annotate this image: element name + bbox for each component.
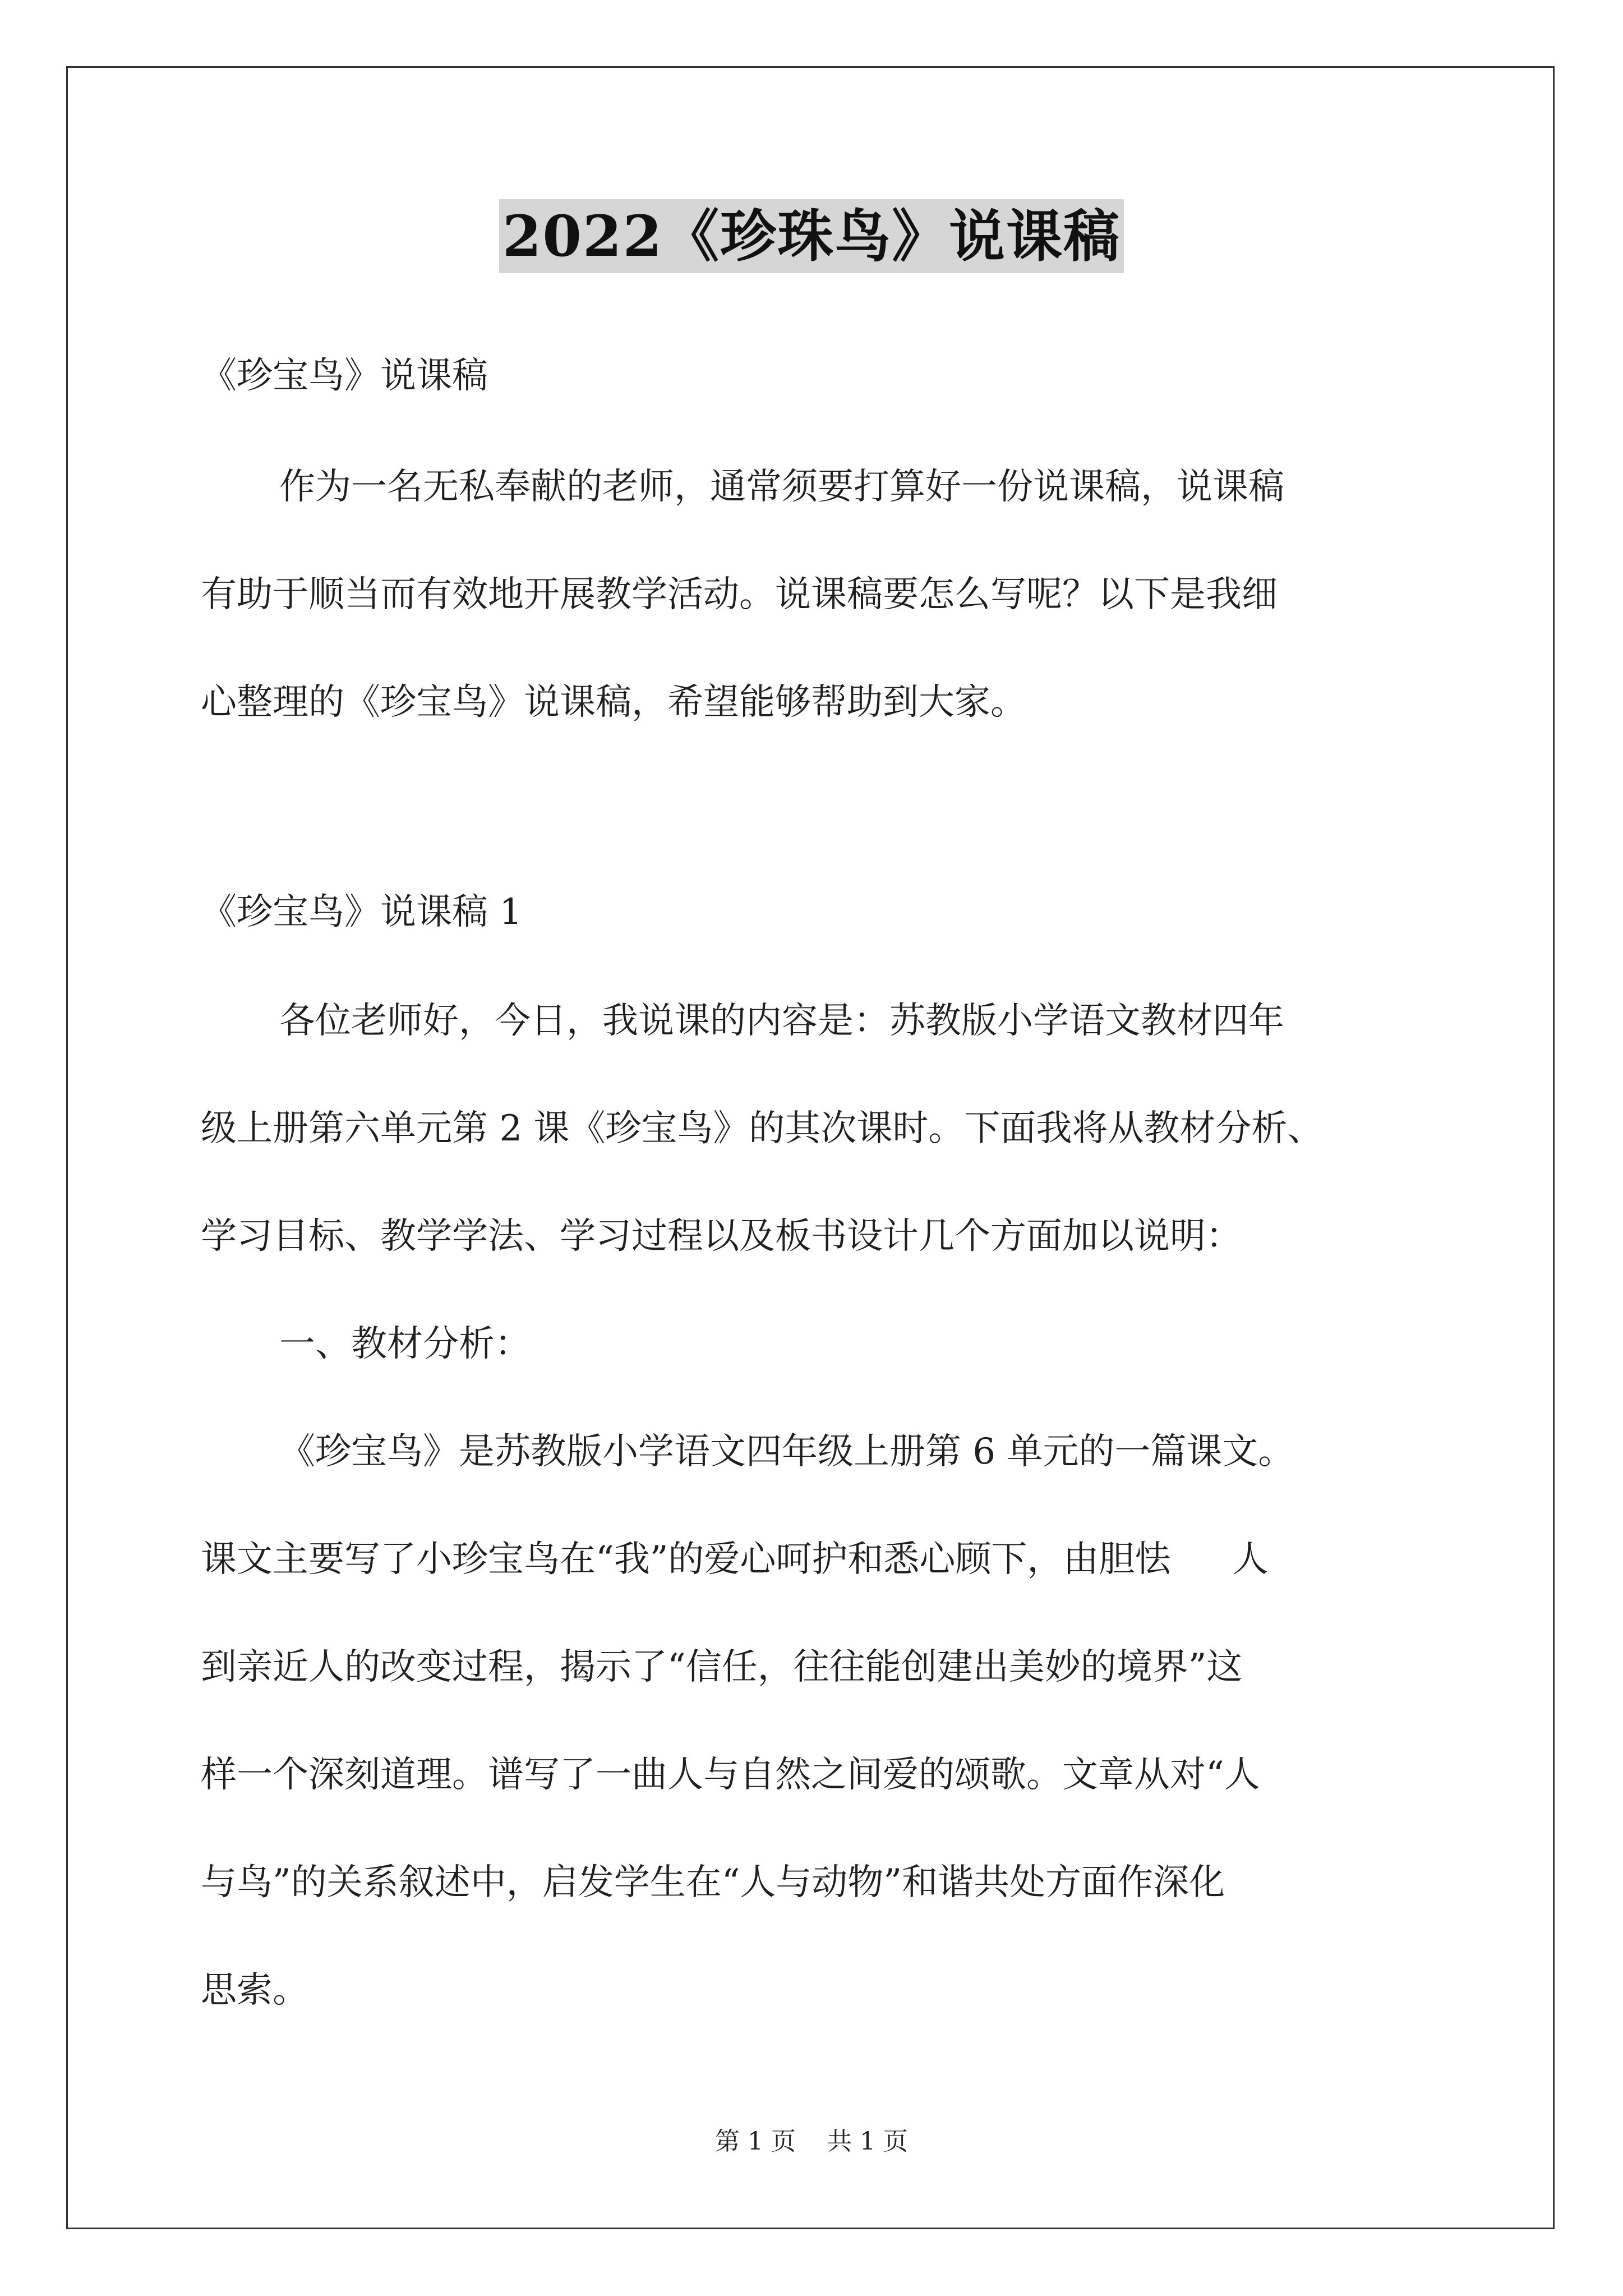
analysis-line-1: 《珍宝鸟》是苏教版小学语文四年级上册第 6 单元的一篇课文。 [279, 1431, 1294, 1473]
title-container [0, 199, 1623, 273]
intro-line-3: 心整理的《珍宝鸟》说课稿，希望能够帮助到大家。 [201, 682, 1026, 723]
analysis-line-2-end: 人 [1232, 1539, 1269, 1580]
analysis-line-6: 思索。 [201, 1970, 308, 2011]
page-number: 第 1 页 [715, 2127, 796, 2156]
opening-line-1: 各位老师好，今日，我说课的内容是：苏教版小学语文教材四年 [279, 1000, 1284, 1042]
analysis-line-3: 到亲近人的改变过程，揭示了“信任，往往能创建出美妙的境界”这 [201, 1646, 1243, 1688]
analysis-line-4: 样一个深刻道理。谱写了一曲人与自然之间爱的颂歌。文章从对“人 [201, 1754, 1260, 1796]
document-title: 2022《珍珠鸟》说课稿 [499, 199, 1124, 273]
analysis-line-2 [201, 1537, 1268, 1582]
subtitle: 《珍宝鸟》说课稿 [201, 355, 488, 397]
page-footer [0, 2126, 1623, 2157]
intro-line-1: 作为一名无私奉献的老师，通常须要打算好一份说课稿，说课稿 [279, 466, 1284, 508]
section-heading: 《珍宝鸟》说课稿 1 [201, 891, 523, 933]
intro-line-2: 有助于顺当而有效地开展教学活动。说课稿要怎么写呢？以下是我细 [201, 574, 1278, 615]
opening-line-3: 学习目标、教学学法、学习过程以及板书设计几个方面加以说明： [201, 1216, 1242, 1257]
analysis-line-5: 与鸟”的关系叙述中，启发学生在“人与动物”和谐共处方面作深化 [201, 1862, 1225, 1903]
opening-line-2: 级上册第六单元第 2 课《珍宝鸟》的其次课时。下面我将从教材分析、 [201, 1108, 1324, 1149]
subheading: 一、教材分析： [279, 1323, 531, 1365]
page-total: 共 1 页 [827, 2127, 908, 2156]
analysis-line-2-text: 课文主要写了小珍宝鸟在“我”的爱心呵护和悉心顾下，由胆怯 [201, 1539, 1171, 1580]
